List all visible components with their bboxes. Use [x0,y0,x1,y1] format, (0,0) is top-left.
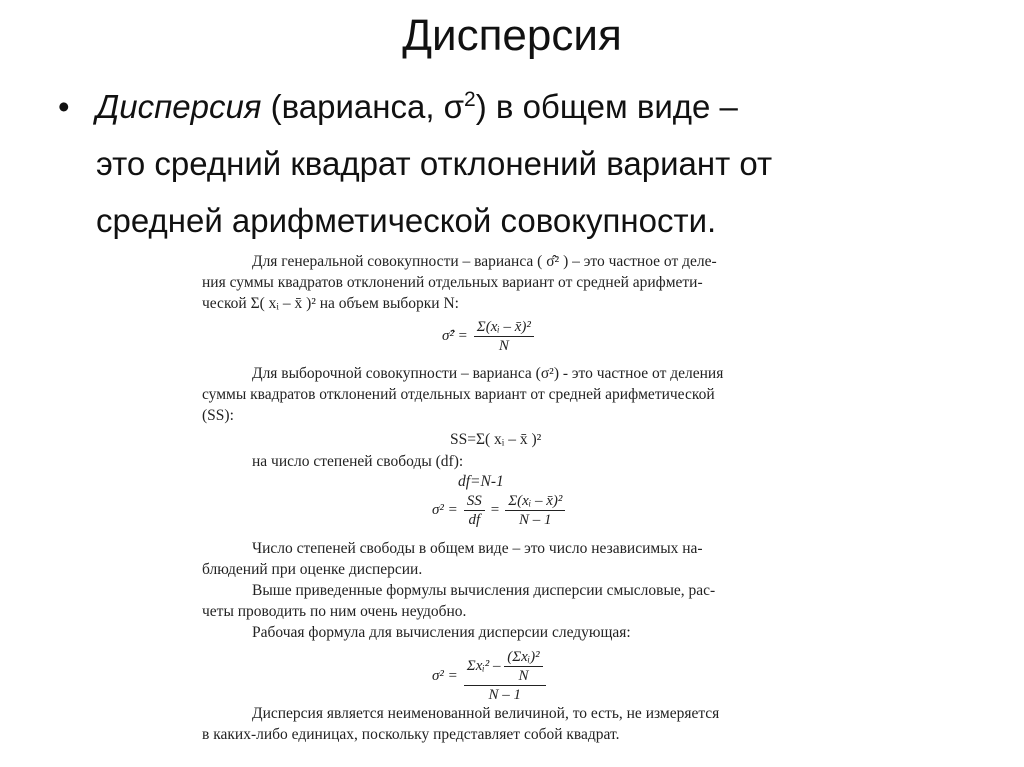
text-line: Число степеней свободы в общем виде – это число независимых на- [252,540,703,557]
formula-lhs: σ² = [432,502,458,518]
text-line: суммы квадратов отклонений отдельных вариант от средней арифметической [202,386,715,403]
formula-lhs: σ² = [432,667,458,684]
fraction-numerator: Σ(xᵢ – x̄)² [505,492,565,511]
formula-ss: SS=Σ( xᵢ – x̄ )² [450,431,542,448]
text-line: на число степеней свободы (df): [252,453,464,470]
fraction [464,492,485,529]
text-line: ческой Σ( xᵢ – x̄ )² на объем выборки N: [202,295,459,312]
inner-fraction [504,648,542,685]
text-line: блюдений при оценке дисперсии. [202,561,423,578]
scanned-textbook-excerpt [180,248,820,758]
formula-working-variance [432,648,546,704]
fraction-denominator: N [498,338,509,354]
bullet-line-2: это средний квадрат отклонений вариант от [96,145,773,182]
inner-numerator: (Σxᵢ)² [504,648,542,667]
fraction-numerator: Σ(xᵢ – x̄)² [474,318,534,337]
bullet-line-3: средней арифметической совокупности. [96,202,717,239]
bullet-text [96,78,986,249]
fraction [474,318,534,355]
text-line: Для генеральной совокупности – варианса ( σ̂² ) – это частное от деле- [252,253,717,270]
bullet-line-1-end: ) в общем виде – [475,88,738,125]
text-line: четы проводить по ним очень неудобно. [202,603,467,620]
bullet-term: Дисперсия [96,88,262,125]
formula-sample-variance [432,492,565,529]
formula-general-variance [442,318,534,355]
fraction [464,648,546,704]
fraction-denominator: df [468,512,481,528]
sum-of-squares: Σxᵢ² – [466,657,501,674]
formula-lhs: σ̂² = [442,328,468,344]
fraction-numerator: SS [464,492,485,511]
text-line: Выше приведенные формулы вычисления дисперсии смысловые, рас- [252,582,716,599]
sigma-superscript: 2 [464,88,476,111]
fraction-numerator [464,648,546,686]
fraction-denominator: N – 1 [488,687,521,703]
text-line: Для выборочной совокупности – варианса (σ²) - это частное от деления [252,365,724,382]
bullet-line-1-text: (варианса, σ [261,88,465,125]
text-line: (SS): [202,407,234,424]
equals-sign: = [490,502,500,518]
slide-title: Дисперсия [402,11,622,60]
bullet-line-1 [96,78,986,135]
text-line: в каких-либо единицах, поскольку представляет собой квадрат. [202,726,620,743]
inner-denominator: N [518,668,529,684]
text-line: Дисперсия является неименованной величиной, то есть, не измеряется [252,705,720,722]
text-line: Рабочая формула для вычисления дисперсии следующая: [252,624,631,641]
formula-df: df=N-1 [458,473,504,490]
bullet-marker: • [58,88,70,125]
text-line: ния суммы квадратов отклонений отдельных вариант от средней арифмети- [202,274,703,291]
fraction [505,492,565,529]
fraction-denominator: N – 1 [519,512,552,528]
